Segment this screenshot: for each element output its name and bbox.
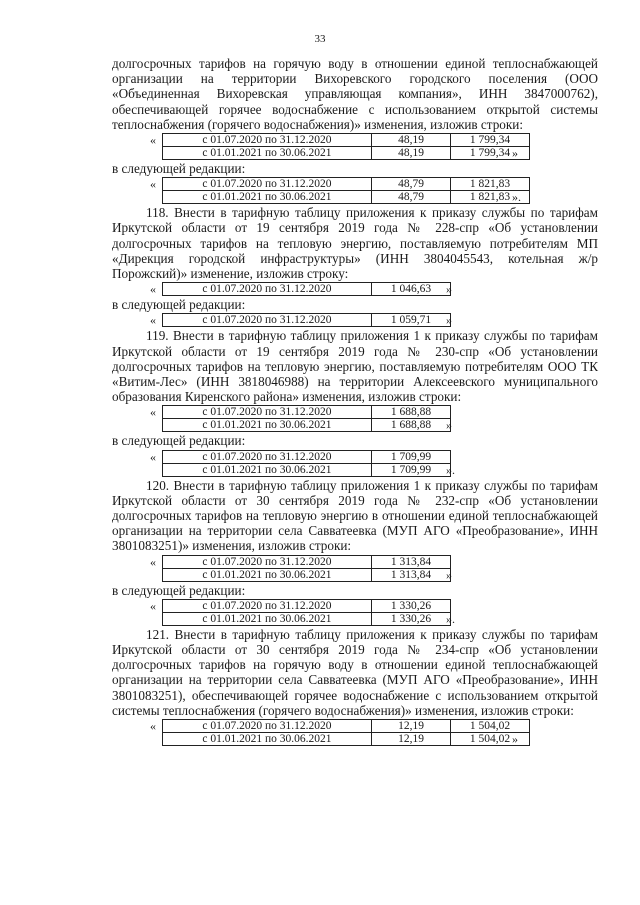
close-quote: ».	[446, 462, 455, 477]
item-120-paragraph: 120. Внести в тарифную таблицу приложения 1 к приказу службы по тарифам Иркутской области от 30 сентября 2019 года № 232-спр «Об установлении долгосрочных тарифов на тепловую энергию в отношении единой теплоснабжающей организации на территории села Савватеевка (МУП АГО «Преобразование», ИНН 3801083251)» изменения, изложив строки:	[112, 477, 598, 554]
new-edition-label: в следующей редакции:	[112, 297, 246, 313]
value-cell: 1 799,34	[451, 147, 530, 160]
item-119-new-table	[112, 450, 598, 476]
tariff-table	[162, 313, 451, 327]
item-121-paragraph: 121. Внести в тарифную таблицу приложения к приказу службы по тарифам Иркутской области от 30 сентября 2019 года № 234-спр «Об установлении долгосрочных тарифов на горячую воду в отношении единой теплоснабжающей организации на территории села Савватеевка (МУП АГО «Преобразование», ИНН 3801083251), обеспечивающей горячее водоснабжение с использованием открытой системы теплоснабжения (горячего водоснабжения)» изменения, изложив строки:	[112, 626, 598, 718]
document-body	[112, 56, 598, 747]
open-quote: «	[150, 133, 156, 148]
period-cell: с 01.01.2021 по 30.06.2021	[163, 612, 372, 625]
table-row	[163, 733, 530, 746]
value-cell: 1 504,02	[451, 733, 530, 746]
close-quote: »	[512, 146, 518, 161]
period-cell: с 01.01.2021 по 30.06.2021	[163, 191, 372, 204]
table-row	[163, 191, 530, 204]
value-cell: 1 821,83	[451, 178, 530, 191]
table-row	[163, 463, 451, 476]
new-edition-label: в следующей редакции:	[112, 433, 246, 449]
open-quote: «	[150, 719, 156, 734]
period-cell: с 01.07.2020 по 31.12.2020	[163, 599, 372, 612]
value-cell: 1 504,02	[451, 720, 530, 733]
close-quote: »	[446, 313, 452, 328]
value-cell: 48,79	[372, 191, 451, 204]
tariff-table	[162, 282, 451, 296]
value-cell: 1 709,99	[372, 463, 451, 476]
open-quote: «	[150, 554, 156, 569]
table-row	[163, 134, 530, 147]
new-edition-label: в следующей редакции:	[112, 161, 246, 177]
value-cell: 1 330,26	[372, 612, 451, 625]
tariff-table	[162, 555, 451, 582]
item-118-new-table	[112, 313, 598, 326]
table-row	[163, 283, 451, 296]
value-cell: 1 688,88	[372, 406, 451, 419]
value-cell: 48,19	[372, 147, 451, 160]
value-cell: 1 046,63	[372, 283, 451, 296]
intro-old-table	[112, 133, 598, 159]
period-cell: с 01.07.2020 по 31.12.2020	[163, 283, 372, 296]
table-row	[163, 406, 451, 419]
period-cell: с 01.07.2020 по 31.12.2020	[163, 555, 372, 568]
open-quote: «	[150, 282, 156, 297]
item-119-paragraph: 119. Внести в тарифную таблицу приложения 1 к приказу службы по тарифам Иркутской области от 19 сентября 2019 года № 230-спр «Об установлении долгосрочных тарифов на тепловую энергию, поставляемую потребителям ООО ТК «Витим-Лес» (ИНН 3818046988) на территории Алексеевского муниципального образования Киренского района» изменения, изложив строки:	[112, 328, 598, 405]
value-cell: 1 330,26	[372, 599, 451, 612]
table-row	[163, 147, 530, 160]
value-cell: 1 709,99	[372, 450, 451, 463]
value-cell: 1 313,84	[372, 568, 451, 581]
open-quote: «	[150, 449, 156, 464]
item-119-old-table	[112, 405, 598, 431]
period-cell: с 01.01.2021 по 30.06.2021	[163, 733, 372, 746]
value-cell: 12,19	[372, 733, 451, 746]
value-cell: 48,19	[372, 134, 451, 147]
table-row	[163, 178, 530, 191]
item-118-old-table	[112, 282, 598, 295]
tariff-table	[162, 599, 451, 626]
item-120-old-table	[112, 555, 598, 581]
value-cell: 1 688,88	[372, 419, 451, 432]
table-row	[163, 568, 451, 581]
value-cell: 1 313,84	[372, 555, 451, 568]
period-cell: с 01.07.2020 по 31.12.2020	[163, 134, 372, 147]
period-cell: с 01.01.2021 по 30.06.2021	[163, 419, 372, 432]
open-quote: «	[150, 405, 156, 420]
period-cell: с 01.07.2020 по 31.12.2020	[163, 720, 372, 733]
tariff-table	[162, 405, 451, 432]
table-row	[163, 612, 451, 625]
value-cell: 1 799,34	[451, 134, 530, 147]
item-120-new-table	[112, 599, 598, 625]
open-quote: «	[150, 177, 156, 192]
table-row	[163, 599, 451, 612]
table-row	[163, 450, 451, 463]
page-number: 33	[314, 33, 326, 45]
tariff-table	[162, 450, 451, 477]
value-cell: 1 059,71	[372, 314, 451, 327]
period-cell: с 01.01.2021 по 30.06.2021	[163, 463, 372, 476]
period-cell: с 01.07.2020 по 31.12.2020	[163, 178, 372, 191]
value-cell: 48,79	[372, 178, 451, 191]
value-cell: 12,19	[372, 720, 451, 733]
new-edition-label: в следующей редакции:	[112, 582, 246, 598]
close-quote: ».	[512, 190, 521, 205]
table-row	[163, 555, 451, 568]
close-quote: »	[446, 418, 452, 433]
period-cell: с 01.07.2020 по 31.12.2020	[163, 314, 372, 327]
table-row	[163, 314, 451, 327]
period-cell: с 01.01.2021 по 30.06.2021	[163, 147, 372, 160]
item-118-paragraph: 118. Внести в тарифную таблицу приложения к приказу службы по тарифам Иркутской области от 19 сентября 2019 года № 228-спр «Об установлении долгосрочных тарифов на тепловую энергию, поставляемую потребителям МП «Дирекция городской инфраструктуры» (ИНН 3804045543, котельная ж/р Порожский)» изменение, изложив строку:	[112, 205, 598, 282]
close-quote: »	[512, 732, 518, 747]
tariff-table	[162, 133, 530, 160]
intro-paragraph: долгосрочных тарифов на горячую воду в отношении единой теплоснабжающей организации на территории Вихоревского городского поселения (ООО «Объединенная Вихоревская управляющая компания», ИНН 3847000762), обеспечивающей горячее водоснабжение с использованием открытой системы теплоснабжения (горячего водоснабжения)» изменения, изложив строки:	[112, 56, 598, 132]
value-cell: 1 821,83	[451, 191, 530, 204]
close-quote: ».	[446, 611, 455, 626]
table-row	[163, 419, 451, 432]
close-quote: »	[446, 567, 452, 582]
period-cell: с 01.01.2021 по 30.06.2021	[163, 568, 372, 581]
item-121-old-table	[112, 719, 598, 745]
period-cell: с 01.07.2020 по 31.12.2020	[163, 450, 372, 463]
table-row	[163, 720, 530, 733]
open-quote: «	[150, 313, 156, 328]
close-quote: »	[446, 282, 452, 297]
tariff-table	[162, 177, 530, 204]
period-cell: с 01.07.2020 по 31.12.2020	[163, 406, 372, 419]
open-quote: «	[150, 598, 156, 613]
tariff-table	[162, 719, 530, 746]
intro-new-table	[112, 177, 598, 203]
